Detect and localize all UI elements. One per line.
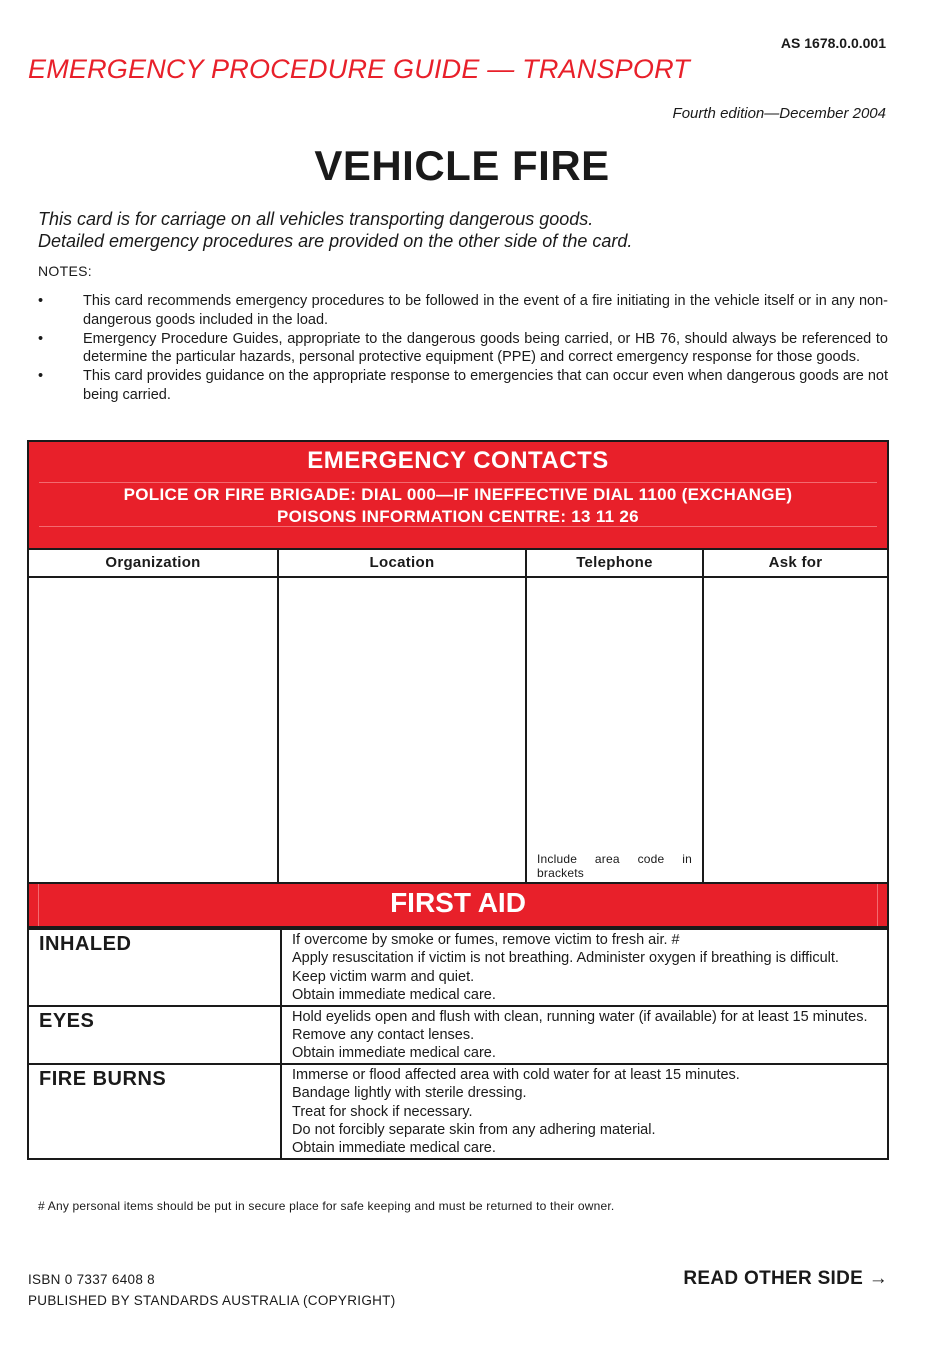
notes-list xyxy=(38,292,888,405)
first-aid-label: FIRE BURNS xyxy=(39,1067,167,1090)
series-title: EMERGENCY PROCEDURE GUIDE — TRANSPORT xyxy=(28,54,690,84)
publisher: PUBLISHED BY STANDARDS AUSTRALIA (COPYRIGHT) xyxy=(28,1293,396,1308)
first-aid-heading: FIRST AID xyxy=(390,887,526,918)
column-header-organization: Organization xyxy=(29,548,277,576)
first-aid-instructions: Hold eyelids open and flush with clean, running water (if available) for at least 15 minutes. Remove any contact lenses. Obtain immediate medical care. xyxy=(280,1007,887,1063)
intro-line-2: Detailed emergency procedures are provided on the other side of the card. xyxy=(38,231,633,251)
divider xyxy=(39,482,877,483)
contacts-table xyxy=(29,548,887,882)
column-header-telephone: Telephone xyxy=(525,548,702,576)
telephone-cell[interactable] xyxy=(525,576,702,882)
column-header-location: Location xyxy=(277,548,525,576)
first-aid-header xyxy=(27,884,889,928)
bullet-icon: • xyxy=(38,293,44,309)
notes-label: NOTES: xyxy=(38,263,92,279)
first-aid-row-fire-burns xyxy=(29,1063,887,1158)
first-aid-row-inhaled xyxy=(29,930,887,1005)
read-other-side-label: READ OTHER SIDE → xyxy=(683,1268,888,1289)
divider xyxy=(38,884,39,926)
first-aid-instructions: If overcome by smoke or fumes, remove victim to fresh air. # Apply resuscitation if victim is not breathing. Administer oxygen if breathing is difficult. Keep victim warm and quiet. Obtain immediate medical care. xyxy=(280,930,887,1005)
ask-for-cell[interactable] xyxy=(702,576,887,882)
note-item: • Emergency Procedure Guides, appropriate to the dangerous goods being carried, or HB 76, should always be referenced to determine the particular hazards, personal protective equipment (PPE) and correct emergency response for those goods. xyxy=(38,330,888,366)
intro-text xyxy=(38,208,632,252)
first-aid-table xyxy=(27,928,889,1160)
divider xyxy=(39,526,877,527)
telephone-hint: Include area code in brackets xyxy=(537,852,692,880)
first-aid-label: EYES xyxy=(39,1009,95,1032)
first-aid-instructions: Immerse or flood affected area with cold water for at least 15 minutes. Bandage lightly with sterile dressing. Treat for shock if necessary. Do not forcibly separate skin from any adhering material. Obtain immediate medical care. xyxy=(280,1065,887,1158)
note-item: • This card provides guidance on the appropriate response to emergencies that can occur even when dangerous goods are not being carried. xyxy=(38,368,888,403)
note-item: • This card recommends emergency procedures to be followed in the event of a fire initiating in the vehicle itself or in any non-dangerous goods included in the load. xyxy=(38,293,888,328)
location-cell[interactable] xyxy=(277,576,525,882)
standard-number: AS 1678.0.0.001 xyxy=(780,35,886,51)
first-aid-row-eyes xyxy=(29,1005,887,1063)
divider xyxy=(877,884,878,926)
isbn: ISBN 0 7337 6408 8 xyxy=(28,1272,155,1287)
organization-cell[interactable] xyxy=(29,576,277,882)
poisons-line: POISONS INFORMATION CENTRE: 13 11 26 xyxy=(277,507,639,526)
bullet-icon: • xyxy=(38,368,44,385)
footnote: # Any personal items should be put in secure place for safe keeping and must be returned to their owner. xyxy=(38,1199,615,1213)
column-header-ask-for: Ask for xyxy=(702,548,887,576)
emergency-contacts-panel xyxy=(27,440,889,884)
emergency-contacts-header xyxy=(29,442,887,548)
edition-date: Fourth edition—December 2004 xyxy=(672,105,886,122)
bullet-icon: • xyxy=(38,330,44,347)
intro-line-1: This card is for carriage on all vehicles transporting dangerous goods. xyxy=(38,209,594,229)
page-title: VEHICLE FIRE xyxy=(314,142,610,189)
police-fire-line: POLICE OR FIRE BRIGADE: DIAL 000—IF INEFFECTIVE DIAL 1100 (EXCHANGE) xyxy=(123,485,793,504)
emergency-contacts-heading: EMERGENCY CONTACTS xyxy=(307,447,609,474)
first-aid-label: INHALED xyxy=(39,933,132,955)
